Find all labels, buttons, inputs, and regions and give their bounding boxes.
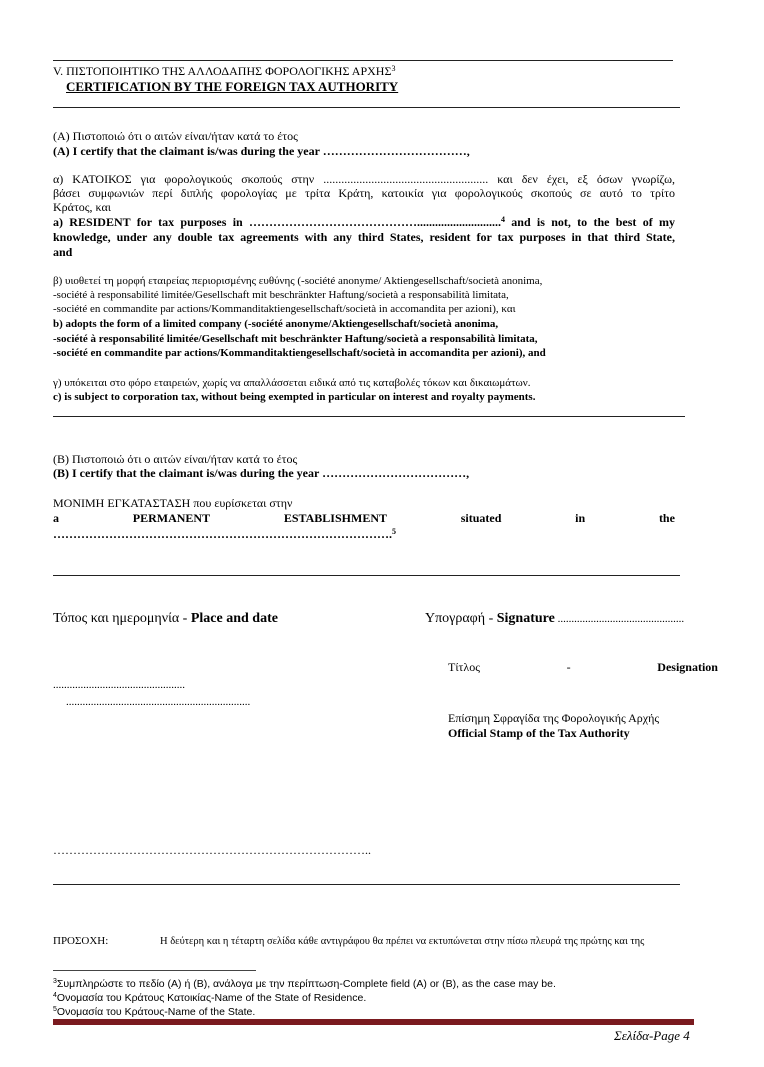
part-a-beta-english-line1: b) adopts the form of a limited company (-société anonyme/Aktiengesellschaft/società anonima, — [53, 318, 499, 330]
designation-label: Τίτλος - Designation — [448, 660, 718, 674]
stamp-label-greek: Επίσημη Σφραγίδα της Φορολογικής Αρχής — [448, 711, 660, 725]
top-rule — [53, 60, 673, 61]
part-b-cert-greek: (Β) Πιστοποιώ ότι ο αιτών είναι/ήταν κατά το έτος — [53, 452, 298, 466]
part-a-beta-greek-line1: β) υιοθετεί τη μορφή εταιρείας περιορισμένης ευθύνης (-société anonyme/ Aktiengesellschaft/società anonima, — [53, 275, 543, 287]
part-a-beta-english-line2: -société à responsabilité limitée/Gesellschaft mit beschränkter Haftung/società a responsabilità limitata, — [53, 333, 538, 345]
footnote-5: $^5$Ονομασία του Κράτους-Name of the State. — [53, 1006, 256, 1018]
part-a-gamma-english: c) is subject to corporation tax, without being exempted in particular on interest and royalty payments. — [53, 391, 536, 403]
bottom-rule — [53, 884, 680, 885]
section-title-english: CERTIFICATION BY THE FOREIGN TAX AUTHORITY — [66, 79, 399, 94]
part-b-pe-dots: ………………………………………………………………………….$^5$ — [53, 527, 396, 541]
page-number: Σελίδα-Page 4 — [614, 1028, 690, 1043]
footnote-separator — [53, 970, 256, 971]
place-date-label: Τόπος και ημερομηνία - Place and date — [53, 611, 278, 626]
section-rule — [53, 107, 680, 108]
footer-bar — [53, 1019, 694, 1025]
place-date-dots-1: ................................................ — [53, 679, 185, 691]
part-a-beta-greek-line3: -société en commandite par actions/Kommanditaktiengesellschaft/società in accomandita per azioni), και — [53, 303, 516, 315]
part-a-alpha-english-line3: and — [53, 245, 73, 259]
part-a-alpha-english-line2: knowledge, under any double tax agreements with any third States, resident for tax purposes in that third State, — [53, 230, 675, 244]
part-a-alpha-greek-line2: βάσει συμφωνιών περί διπλής φορολογίας με τρίτα Κράτη, κατοικία για φορολογικούς σκοπούς σε αυτό το τρίτο — [53, 186, 675, 200]
part-a-rule — [53, 416, 685, 417]
footnote-4: $^4$Ονομασία του Κράτους Κατοικίας-Name of the State of Residence. — [53, 992, 367, 1004]
place-date-dots-2: ................................................................... — [66, 696, 251, 708]
part-a-alpha-greek-line3: Κράτος, και — [53, 200, 111, 214]
part-a-cert-greek: (Α) Πιστοποιώ ότι ο αιτών είναι/ήταν κατά το έτος — [53, 129, 298, 143]
signature-label: Υπογραφή - Signature .............................................. — [425, 611, 685, 626]
part-b-pe-english: a PERMANENT ESTABLISHMENT situated in the — [53, 511, 675, 525]
part-a-cert-english: (A) I certify that the claimant is/was during the year ………………………………, — [53, 144, 470, 158]
part-b-cert-english: (B) I certify that the claimant is/was during the year ………………………………, — [53, 466, 470, 480]
notice-label: ΠΡΟΣΟΧΗ: — [53, 935, 109, 947]
part-a-alpha-greek-line1: α) ΚΑΤΟΙΚΟΣ για φορολογικούς σκοπούς στην ....................................................... και δεν έχει, εξ όσων γνωρίζω, — [53, 172, 675, 186]
section-title-greek: V. ΠΙΣΤΟΠΟΙΗΤΙΚΟ ΤΗΣ ΑΛΛΟΔΑΠΗΣ ΦΟΡΟΛΟΓΙΚΗΣ ΑΡΧΗΣ$^3$ — [53, 64, 396, 78]
notice-text: Η δεύτερη και η τέταρτη σελίδα κάθε αντιγράφου θα πρέπει να εκτυπώνεται στην πίσω πλευρά της πρώτης και της — [160, 936, 645, 947]
part-a-alpha-english-line1: a) RESIDENT for tax purposes in ……………………………………............................$^4$ and is not, to the best of my — [53, 215, 675, 229]
footnote-3: $^3$Συμπληρώστε το πεδίο (Α) ή (Β), ανάλογα με την περίπτωση-Complete field (A) or (B), as the case may be. — [53, 978, 556, 990]
stamp-label-english: Official Stamp of the Tax Authority — [448, 726, 630, 740]
part-b-pe-greek: ΜΟΝΙΜΗ ΕΓΚΑΤΑΣΤΑΣΗ που ευρίσκεται στην — [53, 496, 293, 510]
part-a-beta-english-line3: -société en commandite par actions/Kommanditaktiengesellschaft/società in accomandita per azioni), and — [53, 347, 546, 359]
part-b-rule — [53, 575, 680, 576]
part-a-beta-greek-line2: -société à responsabilité limitée/Gesellschaft mit beschränkter Haftung/società a responsabilità limitata, — [53, 289, 509, 301]
part-a-gamma-greek: γ) υπόκειται στο φόρο εταιρειών, χωρίς να απαλλάσσεται ειδικά από τις καταβολές τόκων και δικαιωμάτων. — [53, 377, 531, 389]
bottom-dots: …………………………………………………………………….. — [53, 843, 371, 857]
